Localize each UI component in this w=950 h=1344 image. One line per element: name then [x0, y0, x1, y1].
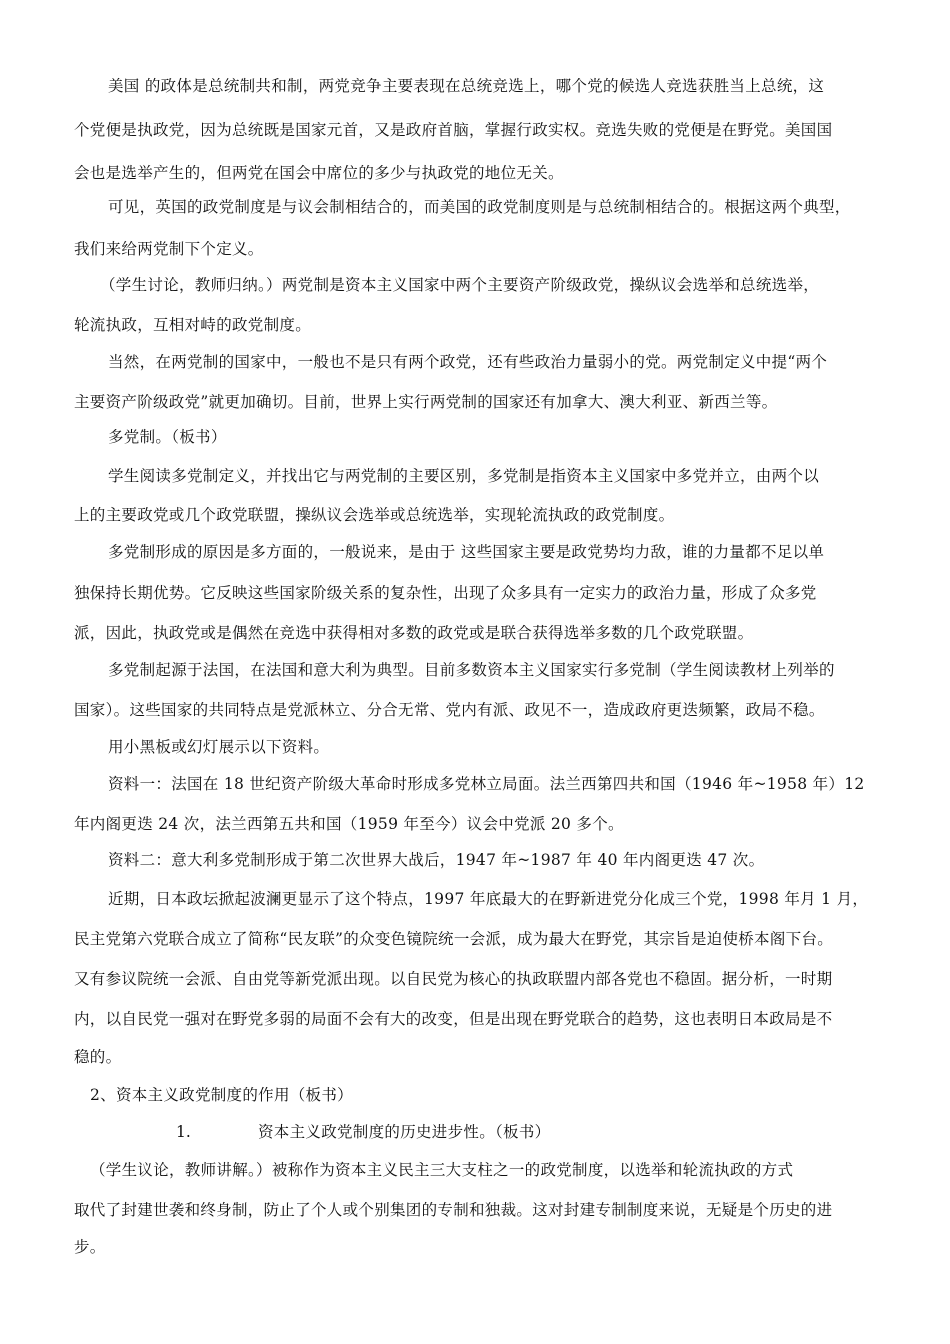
paragraph-1-line-2: 个党便是执政党，因为总统既是国家元首，又是政府首脑，掌握行政实权。竞选失败的党便是在野党。美国国 [74, 121, 833, 139]
paragraph-3-line-1: （学生讨论，教师归纳。）两党制是资本主义国家中两个主要资产阶级政党，操纵议会选举和总统选举， [100, 276, 820, 294]
paragraph-8-line-1: 多党制起源于法国，在法国和意大利为典型。目前多数资本主义国家实行多党制（学生阅读教材上列举的 [108, 661, 835, 679]
paragraph-8-line-2: 国家）。这些国家的共同特点是党派林立、分合无常、党内有派、政见不一，造成政府更迭频繁，政局不稳。 [74, 701, 825, 719]
paragraph-10-line-1: 资料一：法国在 18 世纪资产阶级大革命时形成多党林立局面。法兰西第四共和国（1946 年~1958 年）12 [108, 775, 865, 793]
paragraph-1-line-3: 会也是选举产生的，但两党在国会中席位的多少与执政党的地位无关。 [74, 164, 564, 182]
paragraph-1-line-1: 美国 的政体是总统制共和制，两党竞争主要表现在总统竞选上，哪个党的候选人竞选获胜当上总统，这 [108, 77, 825, 95]
paragraph-12-line-3: 又有参议院统一会派、自由党等新党派出现。以自民党为核心的执政联盟内部各党也不稳固。据分析，一时期 [74, 970, 833, 988]
paragraph-7-line-3: 派，因此，执政党或是偶然在竞选中获得相对多数的政党或是联合获得选举多数的几个政党联盟。 [74, 624, 754, 642]
paragraph-7-line-2: 独保持长期优势。它反映这些国家阶级关系的复杂性，出现了众多具有一定实力的政治力量，形成了众多党 [74, 584, 817, 602]
paragraph-12-line-1: 近期，日本政坛掀起波澜更显示了这个特点，1997 年底最大的在野新进党分化成三个党，1998 年月 1 月， [108, 890, 869, 908]
paragraph-final-line-2: 取代了封建世袭和终身制，防止了个人或个别集团的专制和独裁。这对封建专制制度来说，无疑是个历史的进 [74, 1201, 833, 1219]
paragraph-4-line-2: 主要资产阶级政党”就更加确切。目前，世界上实行两党制的国家还有加拿大、澳大利亚、新西兰等。 [74, 393, 778, 411]
paragraph-final-line-1: （学生议论，教师讲解。）被称作为资本主义民主三大支柱之一的政党制度，以选举和轮流执政的方式 [90, 1161, 794, 1179]
list-item-text: 资本主义政党制度的历史进步性。（板书） [258, 1123, 551, 1141]
section-heading: 2、资本主义政党制度的作用（板书） [90, 1086, 353, 1104]
paragraph-5-line-1: 多党制。（板书） [108, 428, 227, 446]
paragraph-2-line-1: 可见，英国的政党制度是与议会制相结合的，而美国的政党制度则是与总统制相结合的。根据这两个典型， [108, 198, 851, 216]
paragraph-6-line-1: 学生阅读多党制定义，并找出它与两党制的主要区别，多党制是指资本主义国家中多党并立，由两个以 [108, 467, 820, 485]
paragraph-11-line-1: 资料二：意大利多党制形成于第二次世界大战后，1947 年~1987 年 40 年内阁更迭 47 次。 [108, 851, 765, 869]
paragraph-12-line-4: 内，以自民党一强对在野党多弱的局面不会有大的改变，但是出现在野党联合的趋势，这也表明日本政局是不 [74, 1010, 833, 1028]
paragraph-2-line-2: 我们来给两党制下个定义。 [74, 240, 264, 258]
list-item-number: 1. [176, 1123, 191, 1141]
paragraph-12-line-2: 民主党第六党联合成立了简称“民友联”的众变色镜院统一会派，成为最大在野党，其宗旨是迫使桥本阁下台。 [74, 930, 834, 948]
paragraph-7-line-1: 多党制形成的原因是多方面的，一般说来，是由于 这些国家主要是政党势均力敌，谁的力量都不足以单 [108, 543, 825, 561]
paragraph-12-line-5: 稳的。 [74, 1048, 122, 1066]
paragraph-final-line-3: 步。 [74, 1238, 106, 1256]
paragraph-9-line-1: 用小黑板或幻灯展示以下资料。 [108, 738, 330, 756]
paragraph-6-line-2: 上的主要政党或几个政党联盟，操纵议会选举或总统选举，实现轮流执政的政党制度。 [74, 506, 675, 524]
paragraph-10-line-2: 年内阁更迭 24 次，法兰西第五共和国（1959 年至今）议会中党派 20 多个。 [74, 815, 624, 833]
paragraph-3-line-2: 轮流执政，互相对峙的政党制度。 [74, 316, 312, 334]
paragraph-4-line-1: 当然，在两党制的国家中，一般也不是只有两个政党，还有些政治力量弱小的党。两党制定义中提“两个 [108, 353, 828, 371]
